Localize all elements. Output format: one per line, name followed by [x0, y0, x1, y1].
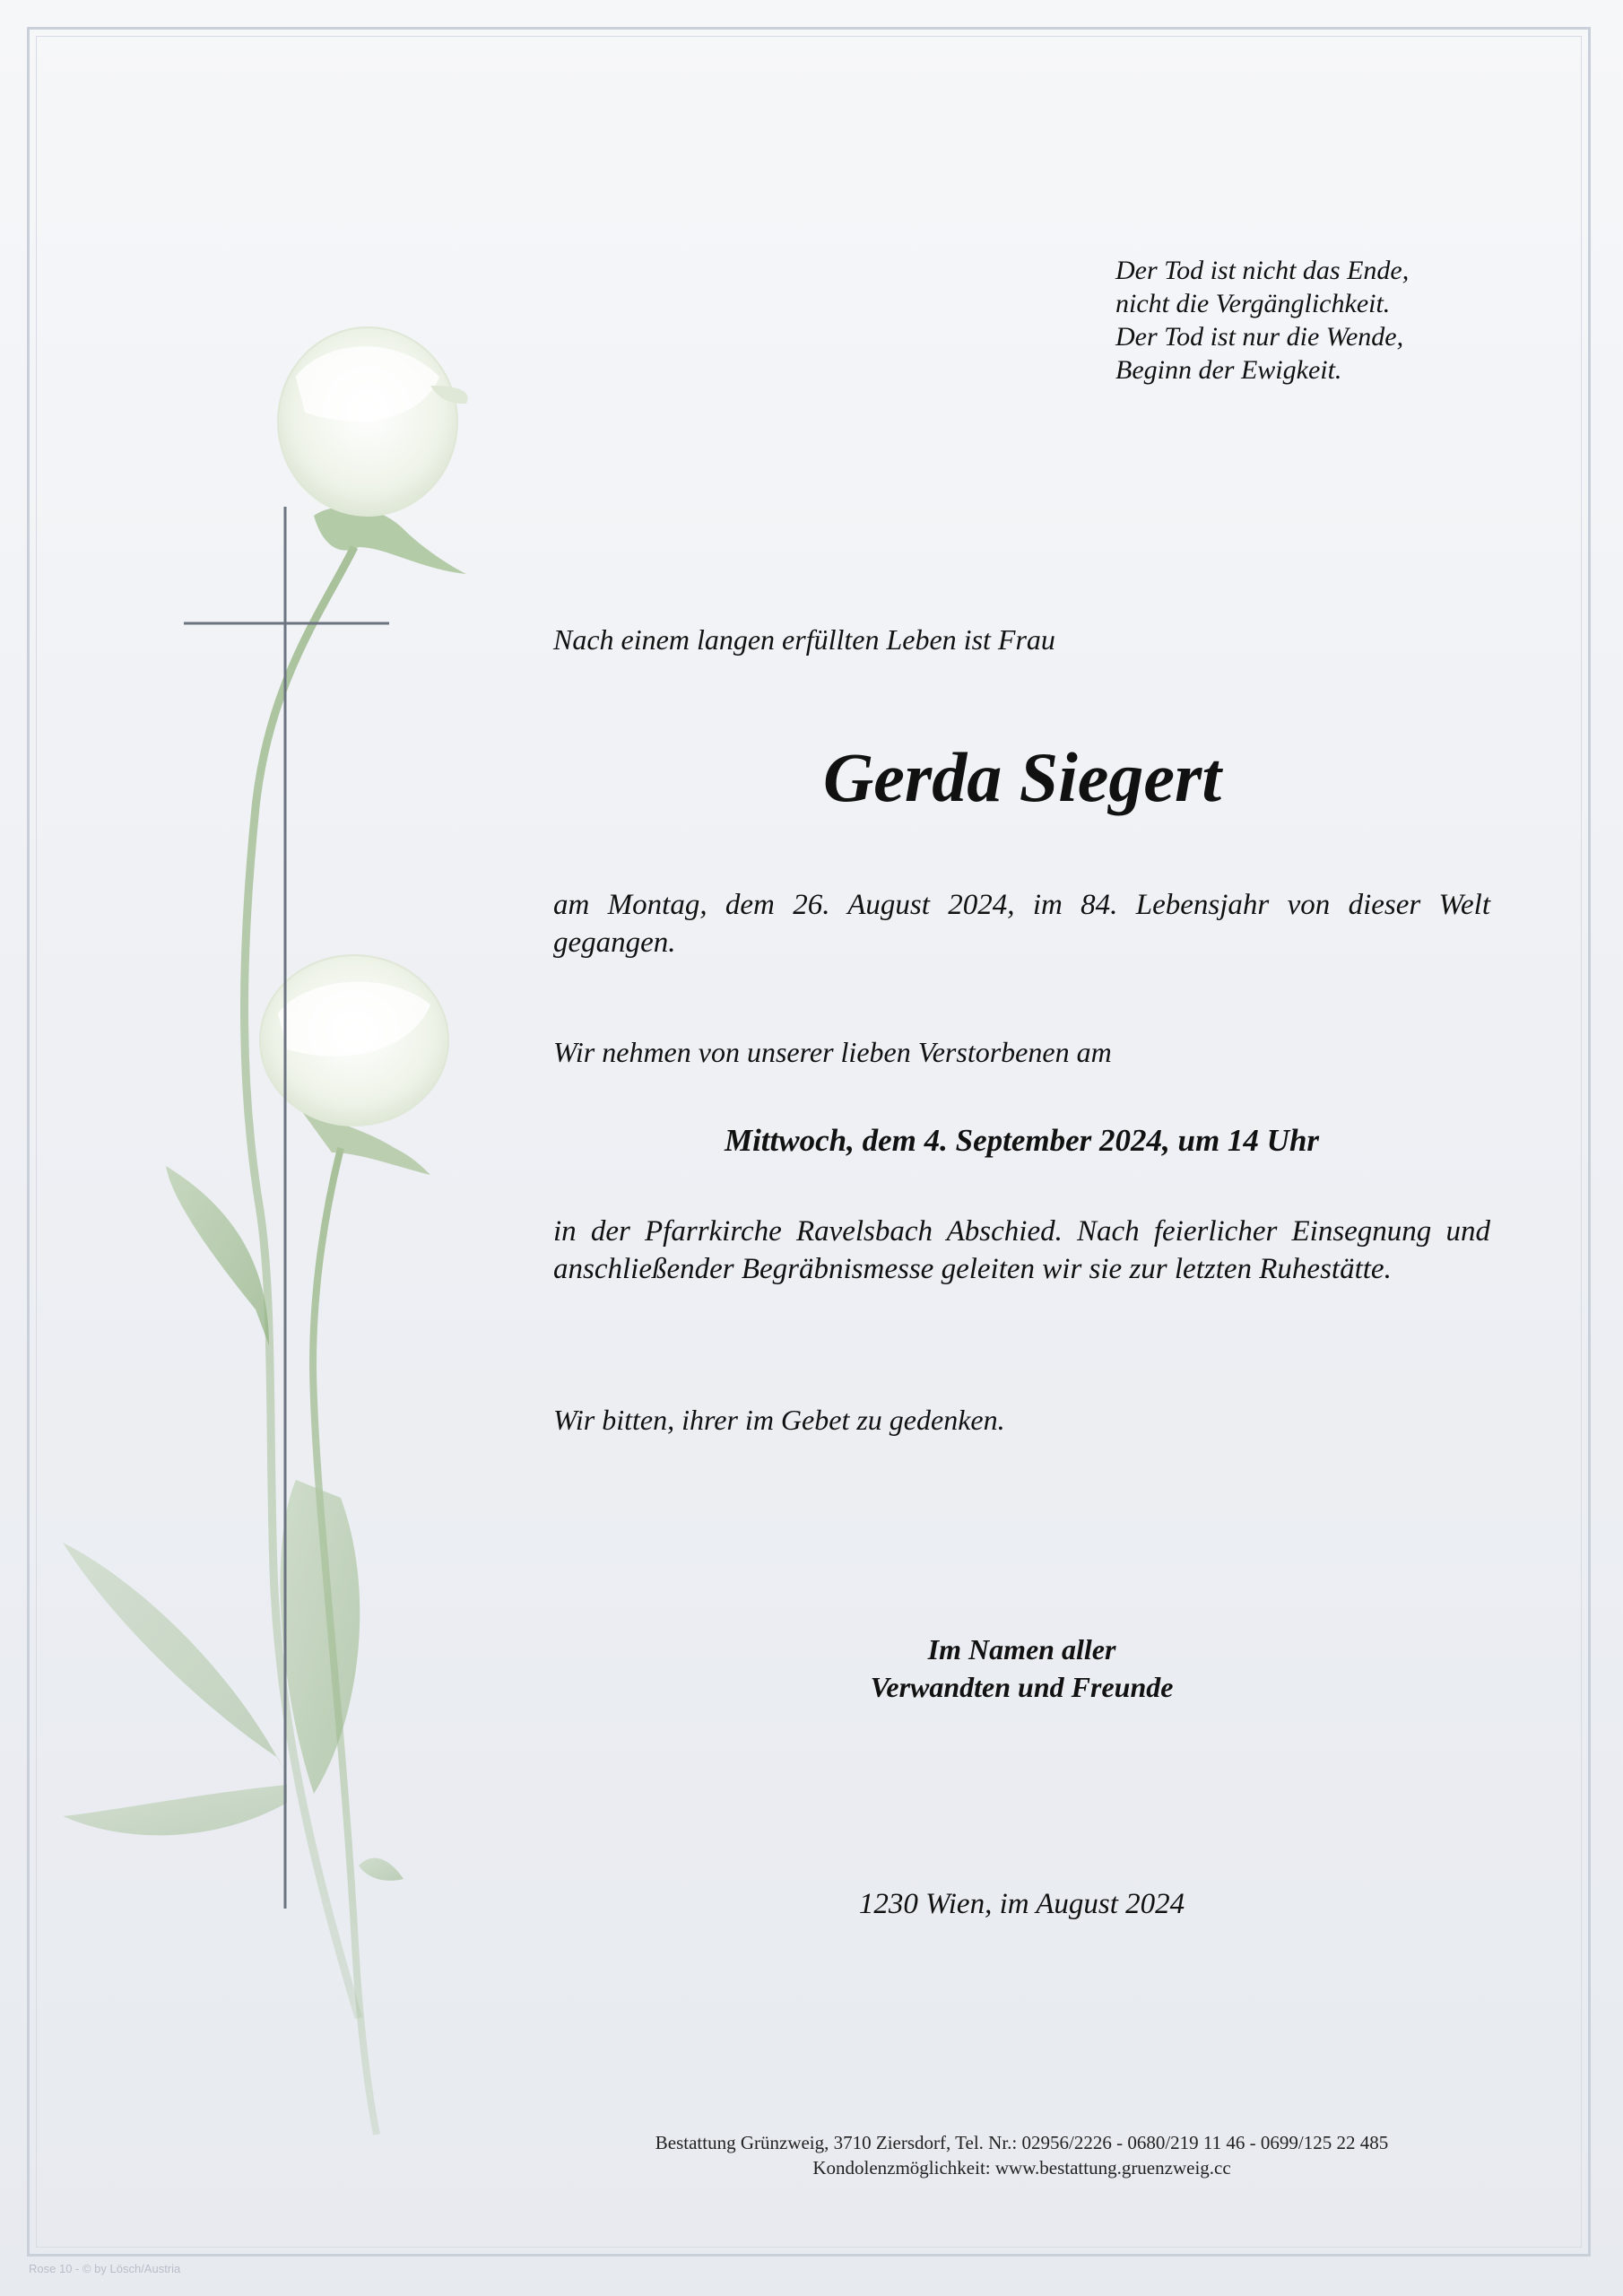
image-credit: Rose 10 - © by Lösch/Austria	[29, 2262, 181, 2275]
death-notice: am Montag, dem 26. August 2024, im 84. Lebensjahr von dieser Welt gegangen.	[553, 889, 1490, 959]
funeral-home-footer	[553, 2130, 1490, 2180]
deceased-name: Gerda Siegert	[822, 738, 1222, 816]
place-date: 1230 Wien, im August 2024	[858, 1888, 1185, 1920]
condolence-link: Kondolenzmöglichkeit: www.bestattung.gruenzweig.cc	[812, 2157, 1231, 2179]
prayer-request: Wir bitten, ihrer im Gebet zu gedenken.	[553, 1404, 1005, 1436]
leaf	[359, 1858, 404, 1881]
poem-line: Der Tod ist nur die Wende,	[1115, 322, 1404, 352]
leaf	[63, 1543, 287, 1776]
poem-line: nicht die Vergänglichkeit.	[1115, 289, 1391, 318]
poem-line: Beginn der Ewigkeit.	[1115, 355, 1342, 385]
funeral-home-contact: Bestattung Grünzweig, 3710 Ziersdorf, Tel. Nr.: 02956/2226 - 0680/219 11 46 - 0699/125 22 485	[655, 2132, 1389, 2153]
intro-text: Nach einem langen erfüllten Leben ist Frau	[553, 623, 1055, 656]
signature	[553, 1631, 1490, 1706]
signature-line: Im Namen aller	[927, 1633, 1116, 1665]
poem	[1115, 254, 1409, 387]
ceremony-date: Mittwoch, dem 4. September 2024, um 14 Uhr	[724, 1123, 1320, 1158]
signature-line: Verwandten und Freunde	[870, 1671, 1174, 1703]
sepal	[314, 507, 466, 574]
poem-line: Der Tod ist nicht das Ende,	[1115, 256, 1410, 285]
leaf	[63, 1785, 287, 1835]
farewell-intro: Wir nehmen von unserer lieben Verstorbenen am	[553, 1036, 1112, 1068]
ceremony-text: in der Pfarrkirche Ravelsbach Abschied. Nach feierlicher Einsegnung und anschließender Begräbnismesse geleiten wir sie zur letzten Ruhestätte.	[553, 1215, 1490, 1285]
